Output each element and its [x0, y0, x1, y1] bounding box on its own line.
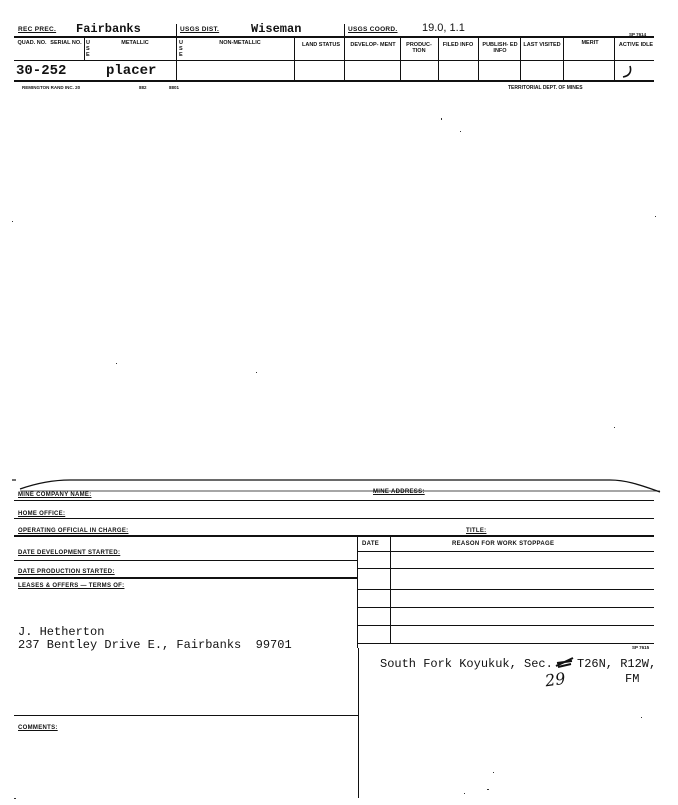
bottom-form-number: SP 7615 [632, 645, 650, 650]
section-handwritten: 29 [543, 668, 567, 691]
col-metallic: METALLIC [121, 40, 149, 46]
col-development: DEVELOP- MENT [350, 42, 396, 48]
operating-official-label: OPERATING OFFICIAL IN CHARGE: [18, 528, 129, 534]
print-code-1: 882 [139, 85, 147, 90]
owner-name: J. Hetherton [18, 625, 105, 639]
printer-text: REMINGTON RAND INC. 20 [22, 85, 81, 90]
title-label: TITLE: [466, 528, 487, 534]
col-non-metallic: NON-METALLIC [219, 40, 261, 46]
col-active-idle: ACTIVE IDLE [618, 42, 654, 48]
location-line2: FM [625, 672, 640, 686]
home-office-label: HOME OFFICE: [18, 511, 66, 517]
quad-serial-value: 30-252 [16, 63, 67, 79]
print-code-2: 8801 [169, 85, 180, 90]
col-production: PRODUC- TION [406, 42, 432, 54]
reason-col-label: REASON FOR WORK STOPPAGE [452, 541, 555, 547]
strikeout-icon [555, 655, 575, 669]
col-published-info: PUBLISH- ED INFO [482, 42, 518, 54]
col-merit: MERIT [581, 40, 599, 46]
pen-mark-icon [620, 64, 634, 80]
usgs-coord-label: USGS COORD. [348, 26, 398, 33]
rec-prec-value: Fairbanks [76, 22, 141, 36]
rec-prec-label: REC PREC. [18, 26, 57, 33]
location-line1-end: T26N, R12W, [577, 657, 657, 671]
dev-started-label: DATE DEVELOPMENT STARTED: [18, 550, 121, 556]
comments-label: COMMENTS: [18, 725, 58, 731]
col-land-status: LAND STATUS [302, 42, 340, 48]
mine-company-label: MINE COMPANY NAME: [18, 492, 92, 498]
metallic-value: placer [106, 63, 157, 79]
mine-address-label: MINE ADDRESS: [373, 489, 425, 495]
col-serial-no: SERIAL NO. [50, 40, 82, 46]
prod-started-label: DATE PRODUCTION STARTED: [18, 569, 115, 575]
usgs-coord-value: 19.0, 1.1 [422, 22, 465, 34]
col-quad-no: QUAD. NO. [17, 40, 47, 46]
card-edge [10, 472, 670, 494]
usgs-dist-label: USGS DIST. [180, 26, 220, 33]
col-use-nonmetallic: U S E [179, 40, 183, 58]
date-col-label: DATE [362, 541, 380, 547]
col-last-visited: LAST VISITED [523, 42, 561, 48]
col-use-metallic: U S E [86, 40, 90, 58]
usgs-dist-value: Wiseman [251, 22, 302, 36]
col-filed-info: FILED INFO [442, 42, 474, 48]
department-text: TERRITORIAL DEPT. OF MINES [508, 85, 583, 91]
leases-label: LEASES & OFFERS — TERMS OF: [18, 583, 125, 589]
owner-address: 237 Bentley Drive E., Fairbanks 99701 [18, 638, 292, 652]
location-line1: South Fork Koyukuk, Sec. [380, 657, 553, 671]
top-form-number: SP 7614 [629, 32, 647, 37]
